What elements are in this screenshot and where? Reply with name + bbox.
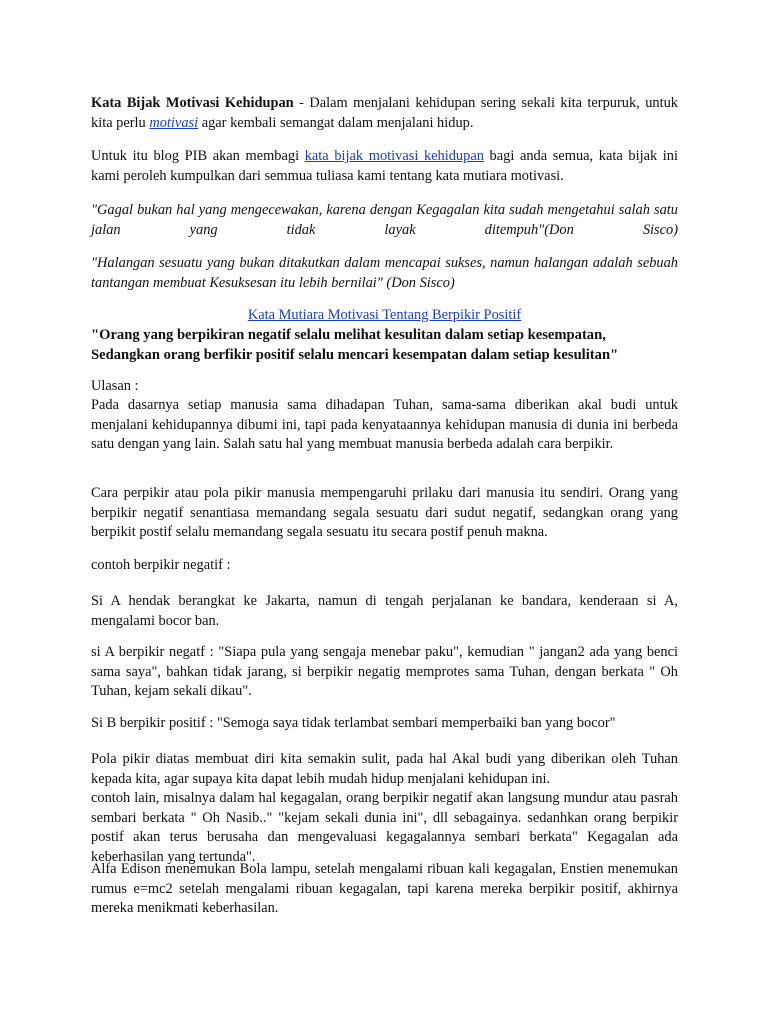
motivasi-link[interactable]: motivasi (149, 114, 199, 131)
quote-halangan: "Halangan sesuatu yang bukan ditakutkan dalam mencapai sukses, namun halangan adalah sebuah tantangan membuat Kesuksesan itu lebih bernilai" (Don Sisco) (91, 255, 678, 291)
ulasan-paragraph: Pada dasarnya setiap manusia sama dihadapan Tuhan, sama-sama diberikan akal budi untuk menjalani kehidupannya dibumi ini, tapi pada kenyataannya kehidupan manusia di dunia ini berbeda satu dengan yang lain. Salah satu hal yang membuat manusia berbeda adalah cara berpikir. (91, 397, 678, 452)
kata-bijak-link[interactable]: kata bijak motivasi kehidupan (304, 148, 484, 164)
alfa-paragraph: Alfa Edison menemukan Bola lampu, setelah mengalami ribuan kali kegagalan, Enstien menemukan rumus e=mc2 setelah mengalami ribuan kegagalan, tapi karena mereka berpikir positif, akhirnya mereka menikmati keberhasilan. (91, 861, 678, 916)
main-quote-line-1: "Orang yang berpikiran negatif selalu melihat kesulitan dalam setiap kesempatan, (91, 327, 606, 343)
intro-text-1: - Dalam menjalani kehidupan sering sekali kita terpuruk, untuk kita perlu (91, 95, 678, 131)
si-a-negatif-paragraph: si A berpikir negatf : "Siapa pula yang sengaja menebar paku", kemudian " jangan2 ada yang benci sama saya", bahkan tidak jarang, si berpikir negatig memprotes sama Tuhan, dengan berkata " Oh Tuhan, kejam sekali dikau". (91, 644, 678, 699)
intro-title: Kata Bijak Motivasi Kehidupan (91, 95, 294, 111)
pola-paragraph: Pola pikir diatas membuat diri kita semakin sulit, pada hal Akal budi yang diberikan oleh Tuhan kepada kita, agar supaya kita dapat lebih mudah hidup menjalani kehidupan ini. (91, 751, 678, 787)
section-heading (91, 306, 678, 326)
cara-paragraph: Cara perpikir atau pola pikir manusia mempengaruhi prilaku dari manusia itu sendiri. Orang yang berpikir negatif senantiasa memandang segala sesuatu dari sudut negatif, sedangkan orang yang berpikit postif selalu memandang segala sesuatu itu secara postif penuh makna. (91, 485, 678, 540)
si-b-paragraph: Si B berpikir positif : "Semoga saya tidak terlambat sembari memperbaiki ban yang bocor" (91, 715, 616, 731)
main-quote-line-2: Sedangkan orang berfikir positif selalu mencari kesempatan dalam setiap kesulitan" (91, 347, 619, 363)
ulasan-label: Ulasan : (91, 378, 139, 394)
si-a-paragraph: Si A hendak berangkat ke Jakarta, namun di tengah perjalanan ke bandara, kenderaan si A, mengalami bocor ban. (91, 593, 678, 629)
intro-text-2: agar kembali semangat dalam menjalani hidup. (198, 114, 474, 131)
intro-paragraph (91, 94, 678, 133)
quote-gagal: "Gagal bukan hal yang mengecewakan, karena dengan Kegagalan kita sudah mengetahui salah satu jalan yang tidak layak ditempuh"(Don Sisco) (91, 202, 678, 238)
blog-text-1: Untuk itu blog PIB akan membagi (91, 148, 305, 164)
main-quote (91, 325, 678, 365)
section-heading-link[interactable]: Kata Mutiara Motivasi Tentang Berpikir Positif (247, 307, 522, 323)
contoh-lain-paragraph: contoh lain, misalnya dalam hal kegagalan, orang berpikir negatif akan langsung mundur atau pasrah sembari berkata " Oh Nasib.." "kejam sekali dunia ini", dll sebagainya. sedanhkan orang berpikir postif akan terus berusaha dan mengevaluasi kegagalannya sembari berkata" Kegagalan ada keberhasilan yang tertunda". (91, 790, 678, 865)
blog-paragraph (91, 147, 678, 186)
blog-text-2: bagi anda semua, kata bijak ini kami peroleh kumpulkan dari semmua tuliasa kami tentang kata mutiara motivasi. (91, 148, 678, 184)
contoh-negatif-label: contoh berpikir negatif : (91, 557, 231, 573)
